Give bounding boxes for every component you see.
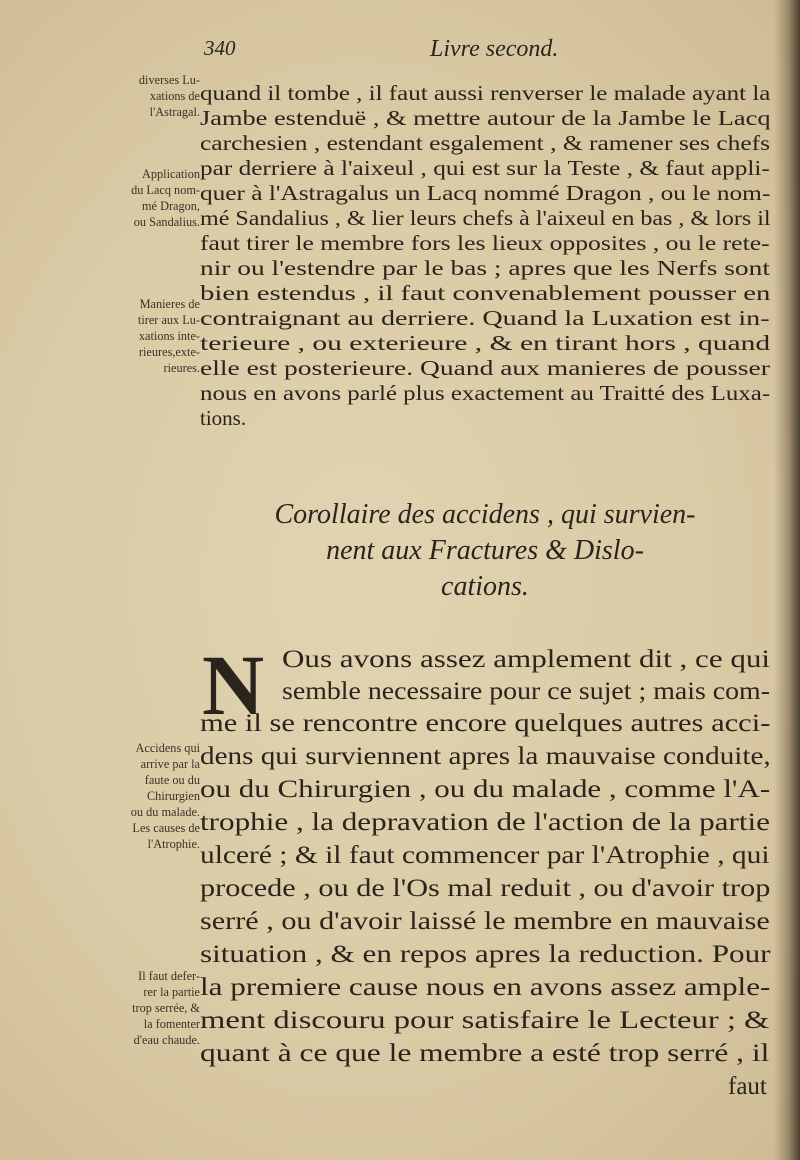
text-line: bien estendus , il faut convenablement pousser en (200, 281, 771, 305)
text-line: faut tirer le membre fors les lieux opposites , ou le rete- (200, 231, 770, 255)
text-line: ou du Chirurgien , ou du malade , comme l'A- (200, 776, 771, 803)
text-line: ment discouru pour satisfaire le Lecteur ; & (200, 1007, 770, 1034)
text-line: la premiere cause nous en avons assez ample- (200, 974, 771, 1001)
sidenote-lacq-dragon: Application du Lacq nom- mé Dragon, ou Sandalius. (131, 167, 200, 229)
text-line: ulceré ; & il faut commencer par l'Atrophie , qui (200, 842, 770, 869)
heading-line: cations. (441, 571, 529, 602)
sidenote-defer-partie: Il faut defer- rer la partie trop serrée, & la fomenter d'eau chaude. (132, 969, 200, 1047)
drop-cap: N (202, 637, 265, 733)
running-head (200, 36, 760, 70)
text-line: nir ou l'estendre par le bas ; apres que les Nerfs sont (200, 256, 770, 280)
text-line: quant à ce que le membre a esté trop serré , il (200, 1040, 770, 1067)
text-line: serré , ou d'avoir laissé le membre en mauvaise (200, 908, 770, 935)
text-line: terieure , ou exterieure , & en tirant hors , quand (200, 331, 771, 355)
text-line: me il se rencontre encore quelques autres acci- (200, 710, 771, 737)
page-gutter (774, 0, 800, 1160)
text-line: nous en avons parlé plus exactement au Traitté des Luxa- (200, 381, 771, 405)
text-line: mé Sandalius , & lier leurs chefs à l'aixeul en bas , & lors il (200, 206, 771, 230)
sidenote-luxations-astragal: diverses Lu- xations de l'Astragal. (138, 73, 200, 119)
text-line: situation , & en repos apres la reduction. Pour (200, 941, 771, 968)
page-number: 340 (204, 36, 236, 60)
text-line: elle est posterieure. Quand aux manieres de pousser (200, 356, 770, 380)
text-line: par derriere à l'aixeul , qui est sur la Teste , & faut appli- (200, 156, 770, 180)
text-line: dens qui surviennent apres la mauvaise conduite, (200, 743, 771, 770)
running-title: Livre second. (430, 36, 559, 62)
text-line: Jambe estenduë , & mettre autour de la Jambe le Lacq (200, 106, 771, 130)
text-line: contraignant au derriere. Quand la Luxation est in- (200, 306, 770, 330)
text-line: procede , ou de l'Os mal reduit , ou d'avoir trop (200, 875, 771, 902)
sidenote-manieres: Manieres de tirer aux Lu- xations inte- rieures,exte- rieures. (137, 297, 200, 375)
catchword: faut (728, 1073, 767, 1100)
text-line: tions. (200, 406, 247, 430)
text-line: trophie , la depravation de l'action de la partie (200, 809, 770, 836)
heading-line: Corollaire des accidens , qui survien- (274, 499, 696, 530)
text-line: quer à l'Astragalus un Lacq nommé Dragon , ou le nom- (200, 181, 771, 205)
sidenote-accidens: Accidens qui arrive par la faute ou du Chirurgien ou du malade. Les causes de l'Atrophie. (130, 741, 200, 851)
text-line: carchesien , estendant esgalement , & ramener ses chefs (200, 131, 771, 155)
text-line: semble necessaire pour ce sujet ; mais com- (282, 678, 770, 705)
text-line: quand il tombe , il faut aussi renverser le malade ayant la (200, 81, 771, 105)
heading-line: nent aux Fractures & Dislo- (326, 535, 644, 566)
text-line: Ous avons assez amplement dit , ce qui (282, 646, 771, 673)
